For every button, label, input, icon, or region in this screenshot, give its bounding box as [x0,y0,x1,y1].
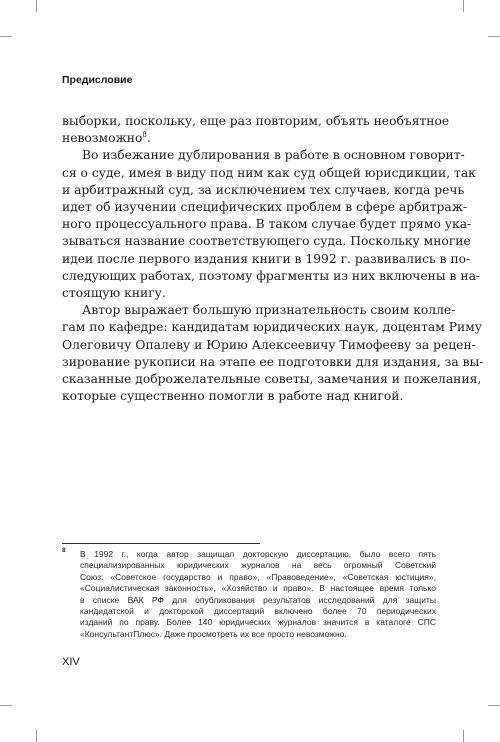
body-text [62,113,484,405]
footnote-line: «КонсультантПлюс». Даже просмотреть их все просто невозможно. [80,628,347,639]
crop-mark-bottom-right-h [488,705,500,706]
body-line: выборки, поскольку, еще раз повторим, объять необъятное [62,114,450,128]
body-line: сказанные доброжелательные советы, замечания и пожелания, [62,372,482,387]
footnote-reference: 8 [142,131,147,140]
footnote-divider [62,543,260,544]
crop-mark-bottom-left-v [36,730,37,742]
body-line: следующих работах, поэтому фрагменты из них включены в на- [62,268,481,283]
running-title: Предисловие [62,74,133,86]
body-line: которые существенно помогли в работе над книгой. [62,389,404,404]
body-line: ся о суде, имея в виду под ним как суд общей юрисдикции, так [62,165,476,180]
footnote-line: изданий по праву. Более 140 юридических журналов значится в каталоге СПС [80,617,436,628]
body-line-text: невозможно [62,131,143,146]
footnote-line: «Социалистическая законность», «Хозяйство и право». В настоящее время только [80,583,436,594]
crop-mark-top-left-v [36,0,37,12]
body-line: зирование рукописи на этапе ее подготовки для издания, за вы- [62,354,484,369]
body-line: Олеговичу Опалеву и Юрию Алексеевичу Тимофееву за рецен- [62,337,476,352]
footnote-line: Союз: «Советское государство и право», «Правоведение», «Советская юстиция», [80,571,436,582]
footnote-line: специализированных юридических журналов на весь огромный Советский [80,560,436,571]
body-line [62,130,436,147]
body-line: идет об изучении специфических проблем в сфере арбитраж- [62,200,468,215]
crop-mark-top-left-h [0,36,12,37]
paragraph-first-line: Во избежание дублирования в работе в основном говорит- [82,148,465,163]
body-line: и арбитражный суд, за исключением тех случаев, когда речь [62,182,465,197]
footnote-line: кандидатской и докторской диссертаций включено более 70 периодических [80,606,436,617]
paragraph-first-line: Автор выражает большую признательность своим колле- [82,303,456,318]
body-line: ного процессуального права. В таком случае будет прямо ука- [62,217,472,232]
body-line: гам по кафедре: кандидатам юридических наук, доцентам Риму [62,320,482,335]
body-line: зываться название соответствующего суда. Поскольку многие [62,234,471,249]
crop-mark-top-right-v [463,0,464,12]
footnote [62,549,436,640]
body-line-punct: . [146,131,151,146]
body-line: идеи после первого издания книги в 1992 г. развивались в по- [62,251,471,266]
page-number: XIV [62,656,80,668]
crop-mark-top-right-h [488,36,500,37]
crop-mark-bottom-right-v [463,730,464,742]
footnote-line: В 1992 г., когда автор защищал докторскую диссертацию, было всего пять [80,549,436,559]
body-line: стоящую книгу. [62,286,166,301]
footnote-marker: 8 [62,547,66,554]
crop-mark-bottom-left-h [0,705,12,706]
footnote-line: в списке ВАК РФ для опубликования результатов исследований для защиты [80,594,436,605]
